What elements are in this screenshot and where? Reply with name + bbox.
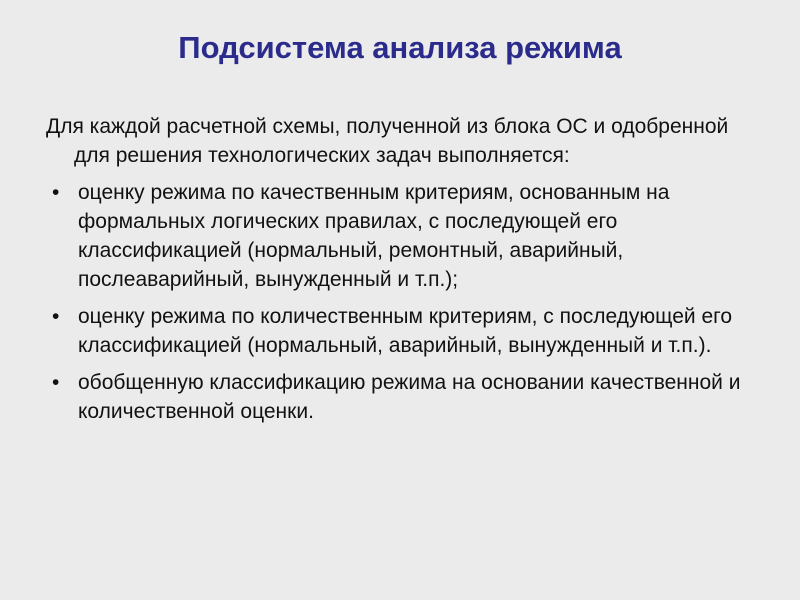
bullet-icon: • — [52, 371, 60, 394]
bullet-text: обобщенную классификацию режима на основании качественной и количественной оценки. — [78, 371, 741, 423]
slide-body — [46, 112, 746, 434]
bullet-icon: • — [52, 305, 60, 328]
bullet-text: оценку режима по количественным критериям, с последующей его классификацией (нормальный, аварийный, вынужденный и т.п.). — [78, 305, 733, 357]
slide-title: Подсистема анализа режима — [178, 30, 622, 65]
bullet-item-qualitative — [46, 178, 746, 294]
bullet-icon: • — [52, 181, 60, 204]
bullet-list — [46, 178, 746, 426]
bullet-item-quantitative — [46, 302, 746, 360]
intro-paragraph: Для каждой расчетной схемы, полученной из блока ОС и одобренной для решения технологических задач выполняется: — [46, 115, 729, 167]
bullet-text: оценку режима по качественным критериям, основанным на формальных логических правилах, с последующей его классификацией (нормальный, ремонтный, аварийный, послеаварийный, вынужденный и т.п.); — [78, 181, 670, 291]
bullet-item-generalized — [46, 368, 746, 426]
